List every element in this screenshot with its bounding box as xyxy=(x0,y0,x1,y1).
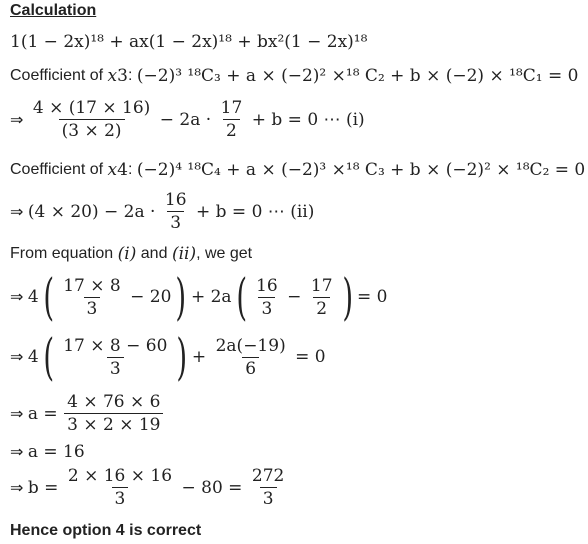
equation-i-middle: − 2a · xyxy=(159,109,212,130)
expansion-text: 1(1 − 2x)¹⁸ + ax(1 − 2x)¹⁸ + bx²(1 − 2x)¹⁸ xyxy=(10,32,368,52)
step-4-numerator-1: 17 × 8 − 60 xyxy=(63,335,168,356)
equation-i-numerator: 4 × (17 × 16) xyxy=(32,98,151,118)
equation-ii xyxy=(10,190,314,233)
coefficient-x4-pow: 4 xyxy=(117,160,128,180)
step-4-fraction-1 xyxy=(60,336,170,379)
step-7-numerator-1: 2 × 16 × 16 xyxy=(67,466,173,486)
coefficient-x4-label: Coefficient of xyxy=(10,161,104,178)
equation-i-fraction-2 xyxy=(218,98,246,141)
step-4-numerator-2: 2a(−19) xyxy=(215,335,286,356)
step-7 xyxy=(10,466,289,509)
left-paren: ( xyxy=(235,268,247,326)
step-5-denominator: 3 × 2 × 19 xyxy=(64,413,163,435)
from-equations-ref-ii: (ii) xyxy=(171,244,197,264)
from-equations-and: and xyxy=(140,245,168,262)
step-6-expr: a = 16 xyxy=(27,442,85,462)
coefficient-x4-line xyxy=(10,160,585,180)
equation-ii-denominator: 3 xyxy=(167,211,184,233)
step-5-lhs: a = xyxy=(27,403,58,424)
from-equations-post: , we get xyxy=(196,245,253,262)
right-paren: ) xyxy=(175,268,187,326)
step-3-fraction-1 xyxy=(60,276,124,319)
heading-calculation: Calculation xyxy=(10,2,97,19)
coefficient-x4-var: x xyxy=(107,160,118,180)
step-4-fraction-2 xyxy=(213,336,289,379)
step-4-coef: 4 xyxy=(27,347,39,367)
equation-i xyxy=(10,98,365,141)
step-7-fraction-1 xyxy=(65,466,175,509)
left-paren: ( xyxy=(43,268,54,326)
implies-arrow: ⇒ xyxy=(10,349,24,366)
equation-ii-fraction xyxy=(162,190,190,233)
equation-i-numerator-2: 17 xyxy=(220,98,243,118)
equation-i-fraction xyxy=(30,98,153,141)
implies-arrow: ⇒ xyxy=(10,444,24,461)
step-6 xyxy=(10,442,85,462)
expansion-expression xyxy=(10,32,367,52)
step-7-lhs: b = xyxy=(27,477,59,498)
equation-i-denominator: (3 × 2) xyxy=(59,119,125,141)
implies-arrow: ⇒ xyxy=(10,111,24,129)
step-3-minus: − 20 xyxy=(130,287,172,307)
coefficient-x3-var: x xyxy=(107,66,118,86)
right-paren: ) xyxy=(341,268,353,326)
implies-arrow: ⇒ xyxy=(10,405,24,423)
step-3-numerator-2: 16 xyxy=(256,275,278,296)
coefficient-x3-colon: : xyxy=(127,67,133,84)
step-3-denominator-2: 3 xyxy=(258,297,275,319)
step-3-denominator-3: 2 xyxy=(313,297,330,319)
step-3-numerator-1: 17 × 8 xyxy=(63,275,121,296)
step-7-denominator-2: 3 xyxy=(260,487,277,509)
step-7-denominator-1: 3 xyxy=(112,487,129,509)
coefficient-x3-label: Coefficient of xyxy=(10,67,104,84)
step-3-tail: = 0 xyxy=(357,287,388,307)
conclusion: Hence option 4 is correct xyxy=(10,522,202,539)
step-4 xyxy=(10,328,326,386)
step-3-minus-2: − xyxy=(287,287,302,307)
step-3-fraction-3 xyxy=(308,276,336,319)
step-4-tail: = 0 xyxy=(295,347,326,367)
coefficient-x3-line xyxy=(10,66,578,86)
equation-i-denominator-2: 2 xyxy=(223,119,240,141)
coefficient-x3-pow: 3 xyxy=(117,66,128,86)
equation-ii-numerator: 16 xyxy=(164,190,187,210)
right-paren: ) xyxy=(176,328,188,386)
step-7-fraction-2 xyxy=(249,466,287,509)
implies-arrow: ⇒ xyxy=(10,289,24,306)
step-7-numerator-2: 272 xyxy=(251,466,285,486)
coefficient-x4-colon: : xyxy=(127,161,133,178)
coefficient-x4-expr: (−2)⁴ ¹⁸C₄ + a × (−2)³ ×¹⁸ C₃ + b × (−2)² × ¹⁸C₂ = 0 xyxy=(136,160,586,180)
equation-ii-lead: (4 × 20) − 2a · xyxy=(27,201,156,222)
step-5 xyxy=(10,392,165,435)
step-3 xyxy=(10,268,388,326)
step-5-fraction xyxy=(64,392,163,435)
step-3-fraction-2 xyxy=(253,276,281,319)
equation-i-tail: + b = 0 ⋯ (i) xyxy=(251,109,365,130)
step-3-denominator-1: 3 xyxy=(84,297,101,319)
left-paren: ( xyxy=(43,328,54,386)
coefficient-x3-expr: (−2)³ ¹⁸C₃ + a × (−2)² ×¹⁸ C₂ + b × (−2) × ¹⁸C₁ = 0 xyxy=(136,66,579,86)
from-equations-line xyxy=(10,244,252,264)
step-3-mid: + 2a xyxy=(190,287,232,307)
implies-arrow: ⇒ xyxy=(10,203,24,221)
equation-ii-tail: + b = 0 ⋯ (ii) xyxy=(195,201,315,222)
step-4-plus: + xyxy=(191,347,207,367)
step-3-numerator-3: 17 xyxy=(310,275,333,296)
step-7-mid: − 80 = xyxy=(181,477,243,498)
from-equations-ref-i: (i) xyxy=(117,244,137,264)
step-4-denominator-2: 6 xyxy=(242,357,259,379)
from-equations-pre: From equation xyxy=(10,245,114,262)
step-3-coef: 4 xyxy=(27,287,39,307)
step-5-numerator: 4 × 76 × 6 xyxy=(67,392,161,412)
implies-arrow: ⇒ xyxy=(10,479,24,497)
step-4-denominator-1: 3 xyxy=(107,357,124,379)
